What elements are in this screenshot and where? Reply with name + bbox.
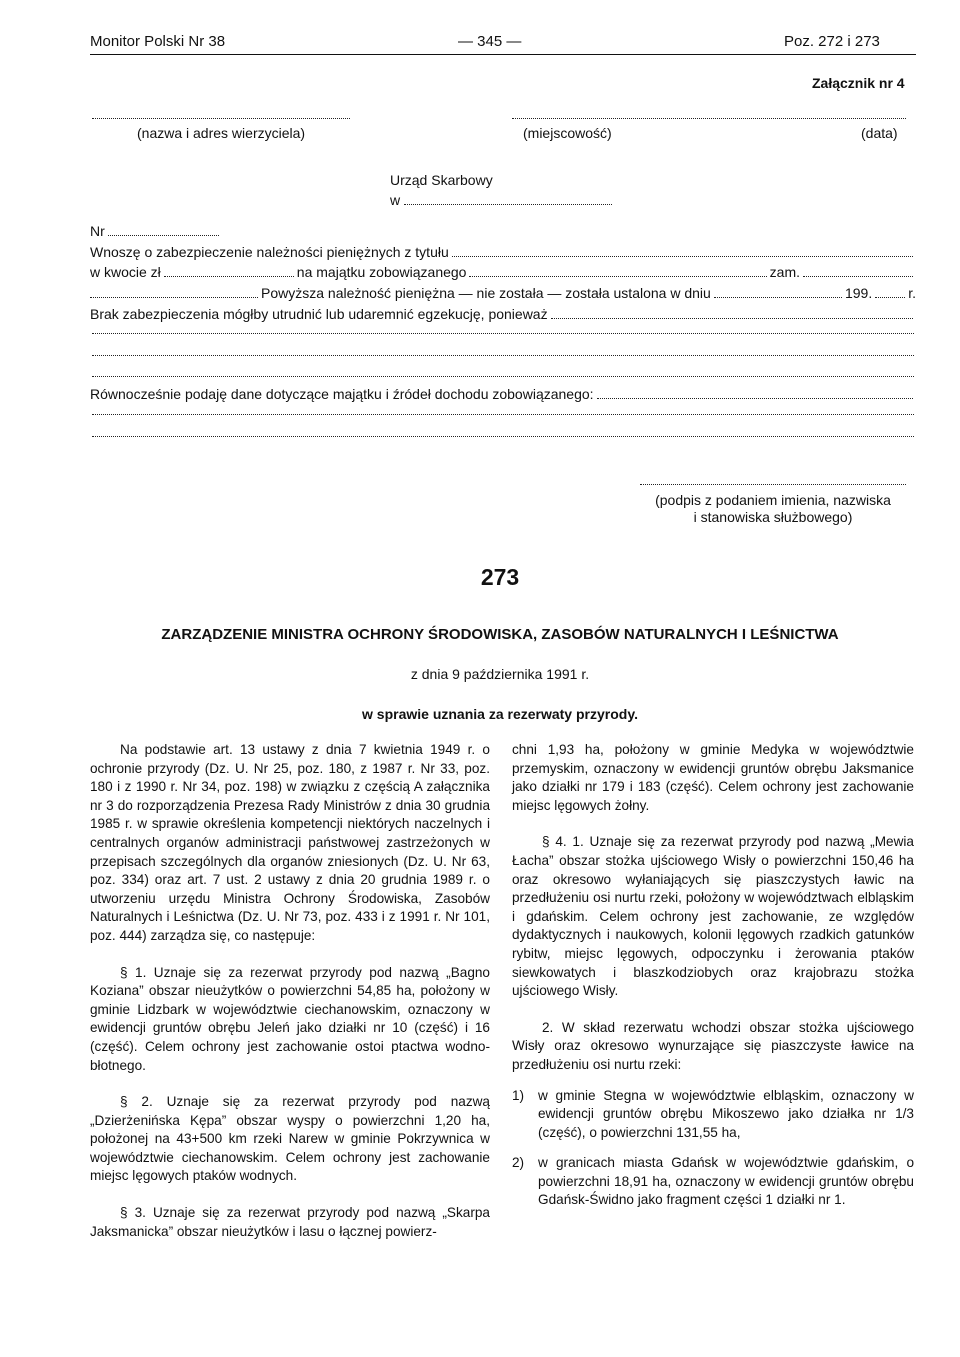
place-date-dotted-line xyxy=(512,118,906,119)
list-item-text: w granicach miasta Gdańsk w województwie gdańskim, o powierzchni 18,91 ha, oznaczony w ewidencji gruntów obrębu Gdańsk-Świdno jako fragment części 1 działki nr 1. xyxy=(538,1155,914,1208)
creditor-label: (nazwa i adres wierzyciela) xyxy=(137,125,306,141)
residence-dotted-fill xyxy=(803,276,913,277)
paragraph-4-section-1: § 4. 1. Uznaje się za rezerwat przyrody pod nazwą „Mewia Łacha” obszar stożka ujściowego Wisły o powierzchni 150,46 ha oraz okresowo wyłaniających się piaszczystych ławic na przedłużeniu osi nurtu rzeki, położony w województwach elbląskim i gdańskim. Celem ochrony jest zachowanie, ze względów dydaktycznych i naukowych, kolonii lęgowych rzadkich gatunków rybitw, miejsc lęgowych, odpoczynku i żerowania ptaków siewkowatych i blaszkodziobych oraz krajobrazu stożka ujściowego Wisły. xyxy=(512,834,914,999)
blank-dotted-line-1 xyxy=(92,333,914,334)
request-text: Wnoszę o zabezpieczenie należności pieniężnych z tytułu xyxy=(90,244,449,260)
debtor-dotted-fill xyxy=(469,276,766,277)
header-left: Monitor Polski Nr 38 xyxy=(90,33,226,50)
year-dotted-fill xyxy=(875,297,905,298)
amount-label: w kwocie zł xyxy=(90,264,161,280)
form-row-amount xyxy=(90,262,916,280)
blank-dotted-line-4 xyxy=(92,414,914,415)
office-line-2-text: w xyxy=(390,192,401,208)
act-date: z dnia 9 października 1991 r. xyxy=(410,666,590,682)
form-row-request xyxy=(90,242,916,260)
header-right: Poz. 272 i 273 xyxy=(784,33,880,50)
list-item xyxy=(512,1154,914,1210)
debtor-property-label: na majątku zobowiązanego xyxy=(296,264,467,280)
statement-text: Powyższa należność pieniężna — nie została — została ustalona w dniu xyxy=(261,285,711,301)
paragraph-3: § 3. Uznaje się za rezerwat przyrody pod nazwą „Skarpa Jaksmanicka” obszar nieużytków i lasu o łącznej powierz- xyxy=(90,1205,490,1239)
date-label: (data) xyxy=(861,125,898,141)
also-text: Równocześnie podaję dane dotyczące majątku i źródeł dochodu zobowiązanego: xyxy=(90,386,594,402)
act-number: 273 xyxy=(480,564,520,590)
paragraph-1: § 1. Uznaje się za rezerwat przyrody pod nazwą „Bagno Koziana” obszar nieużytków o powierzchni 54,85 ha, położony w gminie Lidzbark w województwie ciechanowskim, oznaczony w ewidencji gruntów obrębu Jeleń jako działki nr 10 (część) i 16 (część). Celem ochrony jest zachowanie ostoi ptactwa wodno-błotnego. xyxy=(90,964,490,1073)
year-suffix: r. xyxy=(908,285,916,301)
annex-label: Załącznik nr 4 xyxy=(812,75,905,91)
paragraph-4-section-2: 2. W skład rezerwatu wchodzi obszar stożka ujściowego Wisły oraz okresowo wynurzające się piaszczyste ławice na przedłużeniu osi nurtu rzeki: xyxy=(512,1019,914,1072)
right-column xyxy=(512,741,914,1210)
paragraph-2: § 2. Uznaje się za rezerwat przyrody pod nazwą „Dzierżenińska Kępa” obszar wyspy o powierzchni 1,20 ha, położonej na 43+500 km rzeki Narew w gminie Pokrzywnica w województwie ciechanowskim. Celem ochrony jest zachowanie miejsc lęgowych ptaków wodnych. xyxy=(90,1094,490,1184)
creditor-dotted-line xyxy=(92,118,350,119)
list-item xyxy=(512,1087,914,1143)
signature-label-2: i stanowiska służbowego) xyxy=(693,509,853,525)
office-dotted-fill xyxy=(404,204,612,205)
list-item-text: w gminie Stegna w województwie elbląskim, oznaczony w ewidencji gruntów obrębu Mikoszewo jako działka nr 1/3 (część), o powierzchni 131,55 ha, xyxy=(538,1087,914,1140)
signature-label-1: (podpis z podaniem imienia, nazwiska xyxy=(655,492,891,508)
request-dotted-fill xyxy=(452,256,913,257)
list-item-number: 2) xyxy=(512,1155,525,1171)
paragraph-3-continuation: chni 1,93 ha, położony w gminie Medyka w województwie przemyskim, oznaczony w ewidencji gruntów obrębu Jaksmanice jako działki nr 179 i 183 (część). Celem ochrony jest zachowanie miejsc lęgowych żołny. xyxy=(512,742,914,813)
form-row-lack xyxy=(90,304,916,322)
statement-lead-dotted-fill xyxy=(90,297,258,298)
lack-dotted-fill xyxy=(551,318,913,319)
form-row-nr xyxy=(90,221,222,239)
amount-dotted-fill xyxy=(164,276,294,277)
header-page-number: — 345 — xyxy=(458,33,522,50)
preamble-paragraph: Na podstawie art. 13 ustawy z dnia 7 kwietnia 1949 r. o ochronie przyrody (Dz. U. Nr 25, poz. 180, z 1987 r. Nr 33, poz. 180 i z 1990 r. Nr 34, poz. 198) w związku z częścią A załącznika nr 3 do rozporządzenia Prezesa Rady Ministrów z dnia 30 grudnia 1985 r. w sprawie określenia kompetencji niektórych naczelnych i centralnych organów administracji państwowej zastrzeżonych w przepisach szczególnych dla organów zniesionych (Dz. U. Nr 63, poz. 334) oraz art. 7 ust. 2 ustawy z dnia 20 grudnia 1989 r. o utworzeniu urzędu Ministra Ochrony Środowiska, Zasobów Naturalnych i Leśnictwa (Dz. U. Nr 73, poz. 433 i z 1991 r. Nr 101, poz. 444) zarządza się, co następuje: xyxy=(90,742,490,943)
header-rule xyxy=(90,54,916,55)
place-label: (miejscowość) xyxy=(523,125,612,141)
signature-dotted-line xyxy=(640,484,906,485)
residence-label: zam. xyxy=(769,264,800,280)
year-text: 199. xyxy=(844,285,873,301)
left-column xyxy=(90,741,490,1241)
nr-label: Nr xyxy=(90,223,105,239)
act-title: ZARZĄDZENIE MINISTRA OCHRONY ŚRODOWISKA, ZASOBÓW NATURALNYCH I LEŚNICTWA xyxy=(161,626,839,643)
blank-dotted-line-3 xyxy=(92,376,914,377)
form-row-statement xyxy=(90,283,916,301)
lack-text: Brak zabezpieczenia mógłby utrudnić lub udaremnić egzekucję, ponieważ xyxy=(90,306,548,322)
office-line-2 xyxy=(390,192,612,208)
also-dotted-fill xyxy=(597,398,913,399)
statement-dotted-fill xyxy=(714,297,842,298)
blank-dotted-line-5 xyxy=(92,436,914,437)
nr-dotted-fill xyxy=(108,235,219,236)
form-row-also xyxy=(90,384,916,402)
office-line-1: Urząd Skarbowy xyxy=(390,172,493,188)
list-item-number: 1) xyxy=(512,1087,525,1103)
blank-dotted-line-2 xyxy=(92,355,914,356)
act-subject: w sprawie uznania za rezerwaty przyrody. xyxy=(362,706,638,722)
